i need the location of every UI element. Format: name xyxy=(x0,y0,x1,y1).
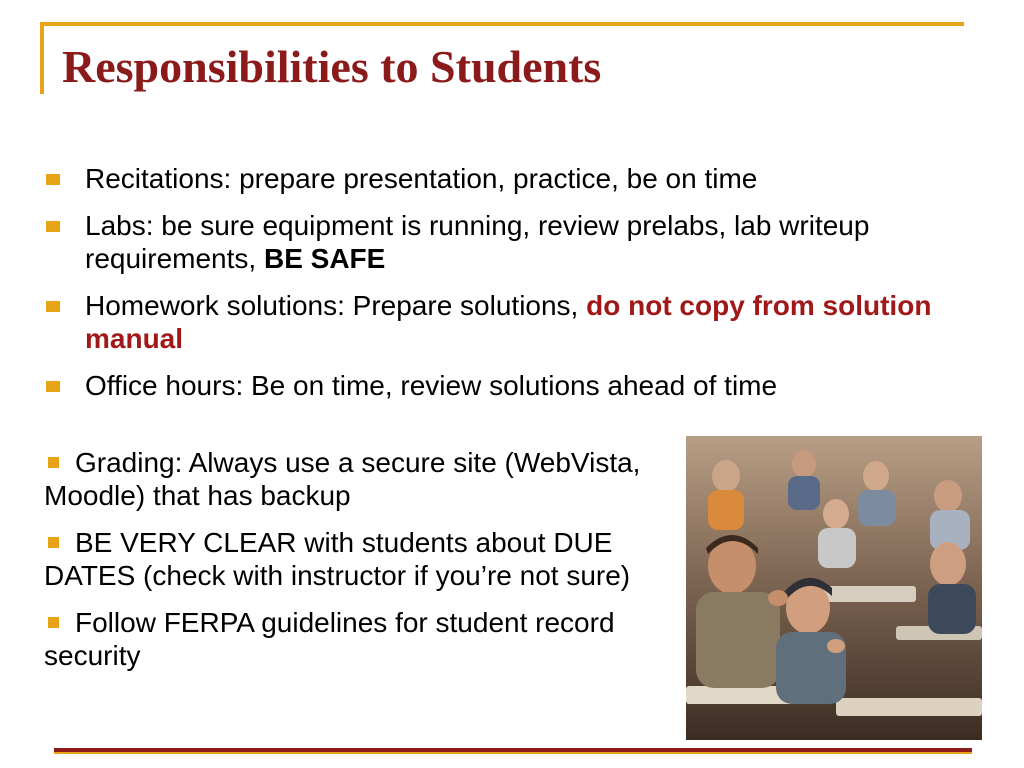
square-bullet-icon xyxy=(48,617,59,628)
bullet-text: BE VERY CLEAR with students about DUE DATES (check with instructor if you’re not sure) xyxy=(44,527,631,591)
square-bullet-icon xyxy=(46,174,60,185)
bullet-list-bottom xyxy=(44,446,674,686)
bullet-emphasis: BE SAFE xyxy=(263,243,386,274)
square-bullet-icon xyxy=(46,301,60,312)
bullet-list-top xyxy=(44,162,944,416)
bullet-text xyxy=(85,209,944,275)
bullet-item-ferpa xyxy=(44,606,674,672)
square-bullet-icon xyxy=(46,221,60,232)
bullet-item-recitations xyxy=(44,162,944,195)
frame-left-line xyxy=(40,22,44,94)
bullet-text: Follow FERPA guidelines for student record security xyxy=(44,607,615,671)
classroom-photo xyxy=(686,436,982,740)
square-bullet-icon xyxy=(48,457,59,468)
bullet-text-main: Homework solutions: Prepare solutions, xyxy=(85,290,587,321)
bullet-item-due-dates xyxy=(44,526,674,592)
bullet-text: Office hours: Be on time, review solutions ahead of time xyxy=(85,370,778,401)
bullet-text: Grading: Always use a secure site (WebVista, Moodle) that has backup xyxy=(44,447,641,511)
bullet-item-homework xyxy=(44,289,944,355)
slide-title: Responsibilities to Students xyxy=(62,41,602,92)
bullet-text: Recitations: prepare presentation, practice, be on time xyxy=(85,163,758,194)
classroom-photo-illustration xyxy=(686,436,982,740)
square-bullet-icon xyxy=(46,381,60,392)
bullet-item-labs xyxy=(44,209,944,275)
bullet-emphasis-red: do not copy from solution manual xyxy=(85,290,932,354)
bullet-text-main: Labs: be sure equipment is running, review prelabs, lab writeup requirements, xyxy=(85,210,870,274)
frame-bottom-accent-line xyxy=(54,752,972,754)
square-bullet-icon xyxy=(48,537,59,548)
bullet-item-grading xyxy=(44,446,674,512)
bullet-item-office-hours xyxy=(44,369,944,402)
bullet-text xyxy=(85,289,944,355)
frame-top-line xyxy=(40,22,964,26)
